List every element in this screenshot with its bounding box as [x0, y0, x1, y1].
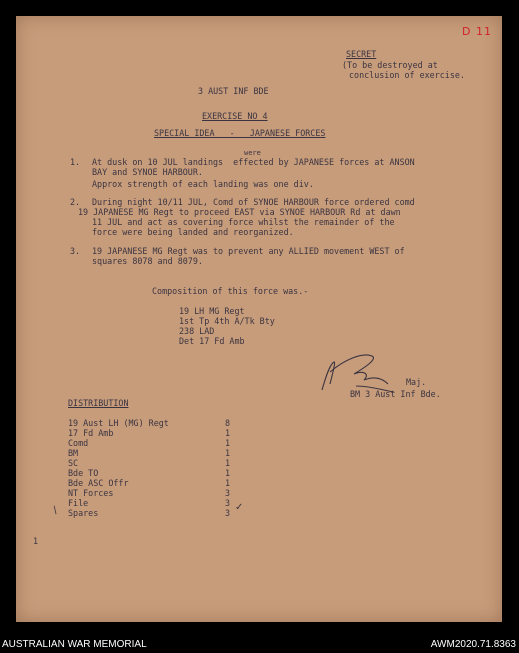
para-2-line-3: 11 JUL and act as covering force whilst the remainder of the	[92, 217, 395, 227]
secret-note-line-1: (To be destroyed at	[342, 60, 438, 70]
distribution-quantity: 1	[225, 478, 231, 488]
distribution-recipient: BM	[68, 448, 79, 458]
composition-item: 238 LAD	[179, 326, 215, 336]
distribution-quantity: 3	[225, 508, 231, 518]
document-page	[16, 16, 502, 622]
para-1-number: 1.	[70, 157, 81, 167]
para-1-line-2: BAY and SYNOE HARBOUR.	[92, 167, 203, 177]
composition-item: 19 LH MG Regt	[179, 306, 245, 316]
signature-title: BM 3 Aust Inf Bde.	[350, 389, 441, 399]
reference-mark: D 11	[462, 25, 492, 38]
archive-reference: AWM2020.71.8363	[430, 639, 516, 650]
distribution-recipient: Spares	[68, 508, 99, 518]
unit-heading: 3 AUST INF BDE	[198, 86, 269, 96]
para-1-line-1: At dusk on 10 JUL landings effected by JAPANESE forces at ANSON	[92, 157, 415, 167]
distribution-quantity: 1	[225, 458, 231, 468]
pencil-mark-icon: /	[51, 504, 60, 517]
distribution-recipient: Comd	[68, 438, 89, 448]
distribution-recipient: 17 Fd Amb	[68, 428, 114, 438]
distribution-quantity: 8	[225, 418, 231, 428]
signature-rank: Maj.	[406, 377, 427, 387]
check-mark-icon: ✓	[235, 502, 244, 513]
distribution-recipient: Bde TO	[68, 468, 99, 478]
distribution-recipient: File	[68, 498, 89, 508]
distribution-quantity: 1	[225, 428, 231, 438]
special-idea-heading: SPECIAL IDEA - JAPANESE FORCES	[154, 128, 326, 138]
secret-title: SECRET	[346, 49, 377, 59]
para-2-number: 2.	[70, 197, 81, 207]
distribution-recipient: SC	[68, 458, 79, 468]
exercise-heading: EXERCISE NO 4	[202, 111, 268, 121]
para-3-number: 3.	[70, 246, 81, 256]
distribution-recipient: Bde ASC Offr	[68, 478, 129, 488]
footer-bar	[0, 637, 519, 653]
para-1-line-3: Approx strength of each landing was one div.	[92, 179, 314, 189]
distribution-quantity: 1	[225, 468, 231, 478]
para-1-insertion: were	[244, 149, 261, 157]
composition-item: Det 17 Fd Amb	[179, 336, 245, 346]
margin-mark: 1	[33, 536, 39, 546]
archive-credit: AUSTRALIAN WAR MEMORIAL	[2, 639, 147, 650]
distribution-recipient: 19 Aust LH (MG) Regt	[68, 418, 169, 428]
secret-note-line-2: conclusion of exercise.	[349, 70, 465, 80]
para-2-line-2: 19 JAPANESE MG Regt to proceed EAST via SYNOE HARBOUR Rd at dawn	[78, 207, 401, 217]
distribution-quantity: 1	[225, 438, 231, 448]
distribution-quantity: 3	[225, 498, 231, 508]
distribution-quantity: 1	[225, 448, 231, 458]
para-2-line-4: force were being landed and reorganized.	[92, 227, 294, 237]
para-3-line-1: 19 JAPANESE MG Regt was to prevent any ALLIED movement WEST of	[92, 246, 405, 256]
composition-intro: Composition of this force was.-	[152, 286, 309, 296]
para-3-line-2: squares 8078 and 8079.	[92, 256, 203, 266]
composition-item: 1st Tp 4th A/Tk Bty	[179, 316, 275, 326]
distribution-quantity: 3	[225, 488, 231, 498]
distribution-heading: DISTRIBUTION	[68, 398, 129, 408]
para-2-line-1: During night 10/11 JUL, Comd of SYNOE HARBOUR force ordered comd	[92, 197, 415, 207]
distribution-recipient: NT Forces	[68, 488, 114, 498]
